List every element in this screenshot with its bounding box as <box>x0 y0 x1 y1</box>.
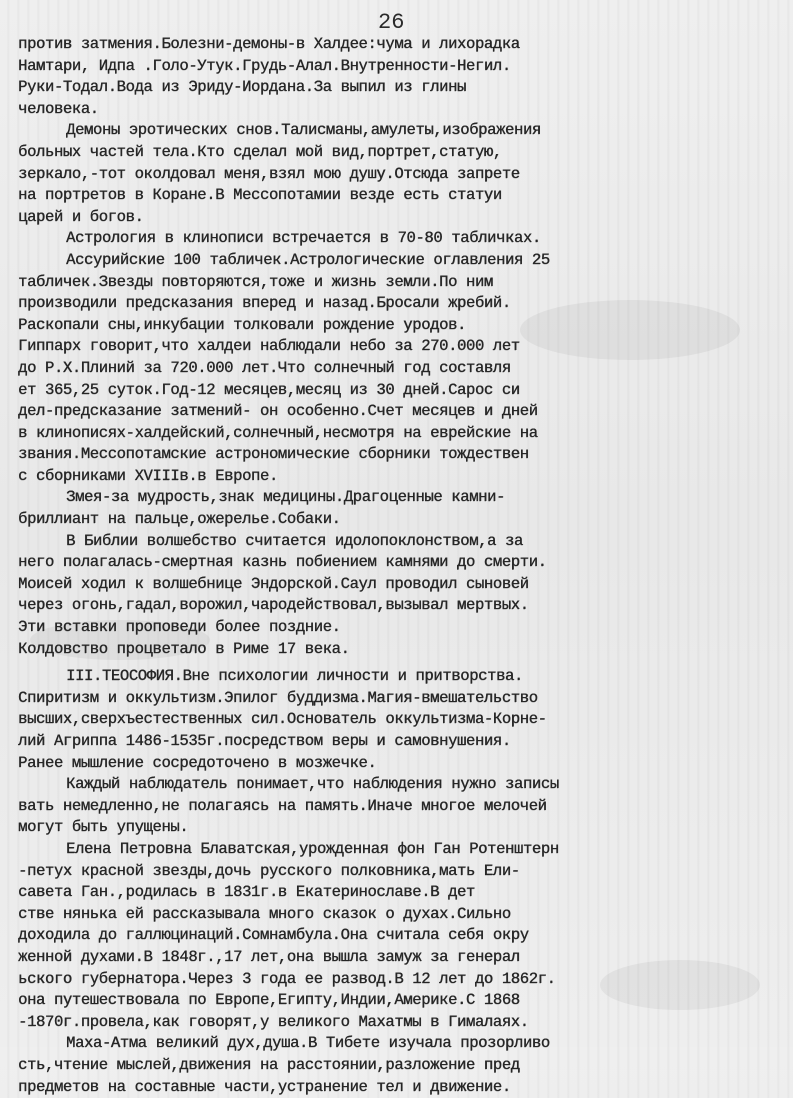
text-line: через огонь,гадал,ворожил,чародействовал,вызывал мертвых. <box>18 595 788 617</box>
text-line: в клинописях-халдейский,солнечный,несмотря на еврейские на <box>18 423 788 445</box>
text-line: Елена Петровна Блаватская,урожденная фон Ган Ротенштерн <box>18 839 788 861</box>
text-line: на портретов в Коране.В Мессопотамии везде есть статуи <box>18 185 788 207</box>
text-line: Ранее мышление сосредоточено в мозжечке. <box>18 753 788 775</box>
typewritten-text <box>18 34 788 1098</box>
text-line: больных частей тела.Кто сделал мой вид,портрет,статую, <box>18 142 788 164</box>
text-line: Маха-Атма великий дух,душа.В Тибете изучала прозорливо <box>18 1033 788 1055</box>
text-line: могут быть упущены. <box>18 817 788 839</box>
text-line: сть,чтение мыслей,движения на расстоянии,разложение пред <box>18 1055 788 1077</box>
text-line: Змея-за мудрость,знак медицины.Драгоценные камни- <box>18 487 788 509</box>
text-line: В Библии волшебство считается идолопоклонством,а за <box>18 531 788 553</box>
text-line: Каждый наблюдатель понимает,что наблюдения нужно записы <box>18 774 788 796</box>
text-line: зеркало,-тот околдовал меня,взял мою душу.Отсюда запрете <box>18 164 788 186</box>
text-line: -петух красной звезды,дочь русского полковника,мать Ели- <box>18 861 788 883</box>
text-line: дел-предсказание затмений- он особенно.Счет месяцев и дней <box>18 401 788 423</box>
text-line: -1870г.провела,как говорят,у великого Махатмы в Гималаях. <box>18 1012 788 1034</box>
text-line: она путешествовала по Европе,Египту,Индии,Америке.С 1868 <box>18 990 788 1012</box>
text-line: Эти вставки проповеди более поздние. <box>18 617 788 639</box>
text-line: Намтари, Идпа .Голо-Утук.Грудь-Алал.Внутренности-Негил. <box>18 56 788 78</box>
text-line: лий Агриппа 1486-1535г.посредством веры и самовнушения. <box>18 731 788 753</box>
text-line: с сборниками XVIIIв.в Европе. <box>18 466 788 488</box>
text-line: человека. <box>18 99 788 121</box>
text-line: него полагалась-смертная казнь побиением камнями до смерти. <box>18 552 788 574</box>
text-line: Гиппарх говорит,что халдеи наблюдали небо за 270.000 лет <box>18 336 788 358</box>
text-line: стве нянька ей рассказывала много сказок о духах.Сильно <box>18 904 788 926</box>
text-line: Спиритизм и оккультизм.Эпилог буддизма.Магия-вмешательство <box>18 688 788 710</box>
text-line: Раскопали сны,инкубации толковали рождение уродов. <box>18 315 788 337</box>
text-line: ет 365,25 суток.Год-12 месяцев,месяц из 30 дней.Сарос си <box>18 380 788 402</box>
text-line: Колдовство процветало в Риме 17 века. <box>18 639 788 661</box>
text-line: высших,сверхъестественных сил.Основатель оккультизма-Корне- <box>18 709 788 731</box>
text-line: против затмения.Болезни-демоны-в Халдее:чума и лихорадка <box>18 34 788 56</box>
text-line: Астрология в клинописи встречается в 70-80 табличках. <box>18 228 788 250</box>
text-line: царей и богов. <box>18 207 788 229</box>
text-line: бриллиант на пальце,ожерелье.Собаки. <box>18 509 788 531</box>
text-line: звания.Мессопотамские астрономические сборники тождествен <box>18 444 788 466</box>
text-line: женной духами.В 1848г.,17 лет,она вышла замуж за генерал <box>18 947 788 969</box>
text-line: Ассурийские 100 табличек.Астрологические оглавления 25 <box>18 250 788 272</box>
text-line: Моисей ходил к волшебнице Эндорской.Саул проводил сыновей <box>18 574 788 596</box>
text-line: савета Ган.,родилась в 1831г.в Екатеринославе.В дет <box>18 882 788 904</box>
text-line: производили предсказания вперед и назад.Бросали жребий. <box>18 293 788 315</box>
text-line: ьского губернатора.Через 3 года ее развод.В 12 лет до 1862г. <box>18 969 788 991</box>
text-line: табличек.Звезды повторяются,тоже и жизнь земли.По ним <box>18 272 788 294</box>
section-heading-line: III.ТЕОСОФИЯ.Вне психологии личности и притворства. <box>18 666 788 688</box>
page-number: 26 <box>378 10 404 35</box>
text-line: предметов на составные части,устранение тел и движение. <box>18 1077 788 1098</box>
text-line: Руки-Тодал.Вода из Эриду-Иордана.За выпил из глины <box>18 77 788 99</box>
text-line: доходила до галлюцинаций.Сомнамбула.Она считала себя окру <box>18 925 788 947</box>
text-line: вать немедленно,не полагаясь на память.Иначе многое мелочей <box>18 796 788 818</box>
text-line: Демоны эротических снов.Талисманы,амулеты,изображения <box>18 120 788 142</box>
text-line: до Р.Х.Плиний за 720.000 лет.Что солнечный год составля <box>18 358 788 380</box>
